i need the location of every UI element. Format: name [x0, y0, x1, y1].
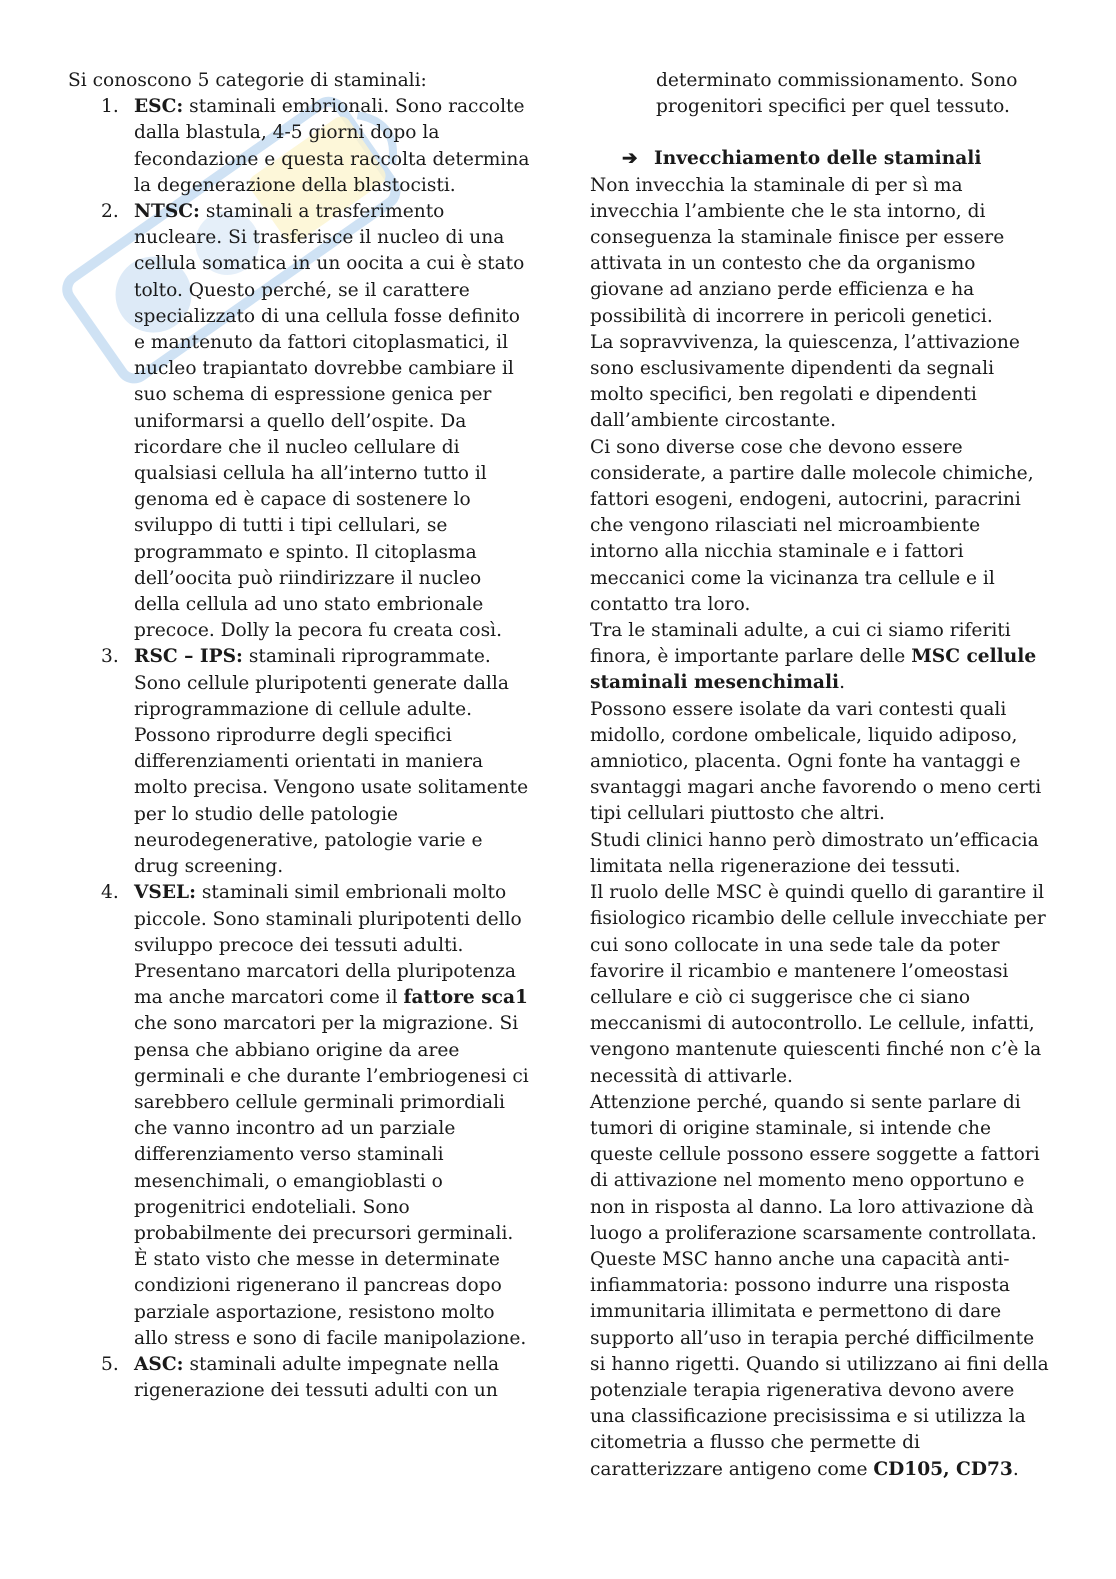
arrow-right-icon: ➔ — [622, 148, 638, 170]
paragraph-text: Queste MSC hanno anche una capacità anti-infiammatoria: possono indurre una risposta immunitaria illimitata e permettono di dare supporto all’uso in terapia perché difficilmente si hanno rigetti. Quando si utilizzano ai fini della potenziale terapia rigenerativa devono avere una classificazione precisissima e si utilizza la citometria a flusso che permette di caratterizzare antigeno come — [590, 1248, 1049, 1480]
asc-continued-text: determinato commissionamento. Sono progenitori specifici per quel tessuto. — [656, 70, 1018, 118]
term-fattore-sca1: fattore sca1 — [403, 987, 528, 1009]
term-msc: MSC cellule staminali mesenchimali — [590, 646, 1037, 694]
list-text: staminali embrionali. Sono raccolte dalla blastula, 4-5 giorni dopo la fecondazione e questa raccolta determina la degenerazione della blastocisti. — [134, 96, 530, 196]
paragraph-text: Tra le staminali adulte, a cui ci siamo riferiti finora, è importante parlare delle — [590, 620, 1011, 668]
list-number: 5. — [101, 1353, 119, 1375]
list-number: 1. — [101, 96, 119, 118]
list-text: staminali a trasferimento nucleare. Si trasferisce il nucleo di una cellula somatica in un oocita a cui è stato tolto. Questo perché, se il carattere specializzato di una cellula fosse definito e mantenuto da fattori citoplasmatici, il nucleo trapiantato dovrebbe cambiare il suo schema di espressione genica per uniformarsi a quello dell’ospite. Da ricordare che il nucleo cellulare di qualsiasi cellula ha all’interno tutto il genoma ed è capace di sostenere lo sviluppo di tutti i tipi cellulari, se programmato e spinto. Il citoplasma dell’oocita può riindirizzare il nucleo della cellula ad uno stato embrionale precoce. Dolly la pecora fu creata così. — [134, 201, 525, 642]
right-column — [590, 68, 1052, 1483]
paragraph-text: . — [1012, 1458, 1019, 1480]
intro-text: Si conoscono 5 categorie di staminali: — [68, 70, 427, 91]
list-item-rsc-ips — [68, 644, 530, 880]
list-text: staminali adulte impegnate nella rigenerazione dei tessuti adulti con un — [134, 1353, 500, 1402]
paragraph: La sopravvivenza, la quiescenza, l’attivazione sono esclusivamente dipendenti da segnali molto specifici, ben regolati e dipendenti dall’ambiente circostante. — [590, 331, 1020, 432]
term-rsc-ips: RSC – IPS: — [134, 646, 243, 668]
paragraph: Studi clinici hanno però dimostrato un’efficacia limitata nella rigenerazione dei tessuti. — [590, 829, 1039, 877]
list-number: 3. — [101, 646, 119, 668]
paragraph: Il ruolo delle MSC è quindi quello di garantire il fisiologico ricambio delle cellule invecchiate per cui sono collocate in una sede tale da poter favorire il ricambio e mantenere l’omeostasi cellulare e ciò ci suggerisce che ci siano meccanismi di autocontrollo. Le cellule, infatti, vengono mantenute quiescenti finché non c’è la necessità di attivarle. — [590, 882, 1046, 1087]
paragraph: Non invecchia la staminale di per sì ma invecchia l’ambiente che le sta intorno, di conseguenza la staminale finisce per essere attivata in un contesto che da organismo giovane ad anziano perde efficienza e ha possibilità di incorrere in pericoli genetici. — [590, 174, 1005, 327]
list-text: staminali riprogrammate. Sono cellule pluripotenti generate dalla riprogrammazione di cellule adulte. Possono riprodurre degli specifici differenziamenti orientati in maniera molto precisa. Vengono usate solitamente per lo studio delle patologie neurodegenerative, patologie varie e drug screening. — [134, 646, 529, 878]
paragraph-msc — [590, 618, 1052, 697]
list-item-vsel — [68, 880, 530, 1352]
list-item-esc — [68, 94, 530, 199]
list-item-ntsc — [68, 199, 530, 644]
paragraph: Ci sono diverse cose che devono essere considerate, a partire dalle molecole chimiche, fattori esogeni, endogeni, autocrini, paracrini che vengono rilasciati nel microambiente intorno alla nicchia staminale e i fattori meccanici come la vicinanza tra cellule e il contatto tra loro. — [590, 436, 1034, 615]
categories-list — [68, 94, 530, 1404]
paragraph-cd — [590, 1247, 1052, 1483]
list-number: 2. — [101, 201, 119, 223]
section-heading — [590, 146, 1052, 172]
term-esc: ESC: — [134, 96, 184, 118]
paragraph: Attenzione perché, quando si sente parlare di tumori di origine staminale, si intende che queste cellule possono essere soggette a fattori di attivazione nel momento meno opportuno e non in risposta al danno. La loro attivazione dà luogo a proliferazione scarsamente controllata. — [590, 1091, 1040, 1244]
term-asc: ASC: — [134, 1353, 184, 1375]
paragraph-text: . — [839, 672, 846, 694]
list-number: 4. — [101, 882, 119, 904]
left-column — [68, 68, 530, 1404]
paragraph: Possono essere isolate da vari contesti quali midollo, cordone ombelicale, liquido adiposo, amniotico, placenta. Ogni fonte ha vantaggi e svantaggi magari anche favorendo o meno certi tipi cellulari piuttosto che altri. — [590, 698, 1042, 825]
term-vsel: VSEL: — [134, 882, 196, 904]
list-text: che sono marcatori per la migrazione. Si pensa che abbiano origine da aree germinali e che durante l’embriogenesi ci sarebbero cellule germinali primordiali che vanno incontro ad un parziale differenziamento verso staminali mesenchimali, o emangioblasti o progenitrici endoteliali. Sono probabilmente dei precursori germinali. È stato visto che messe in determinate condizioni rigenerano il pancreas dopo parziale asportazione, resistono molto allo stress e sono di facile manipolazione. — [134, 1013, 529, 1349]
term-cd-markers: CD105, CD73 — [873, 1458, 1013, 1480]
term-ntsc: NTSC: — [134, 201, 200, 223]
section-heading-text: Invecchiamento delle staminali — [654, 148, 982, 170]
list-item-asc — [68, 1352, 530, 1404]
list-text: staminali simil embrionali molto piccole. Sono staminali pluripotenti dello sviluppo precoce dei tessuti adulti. Presentano marcatori della pluripotenza ma anche marcatori come il — [134, 882, 522, 1009]
